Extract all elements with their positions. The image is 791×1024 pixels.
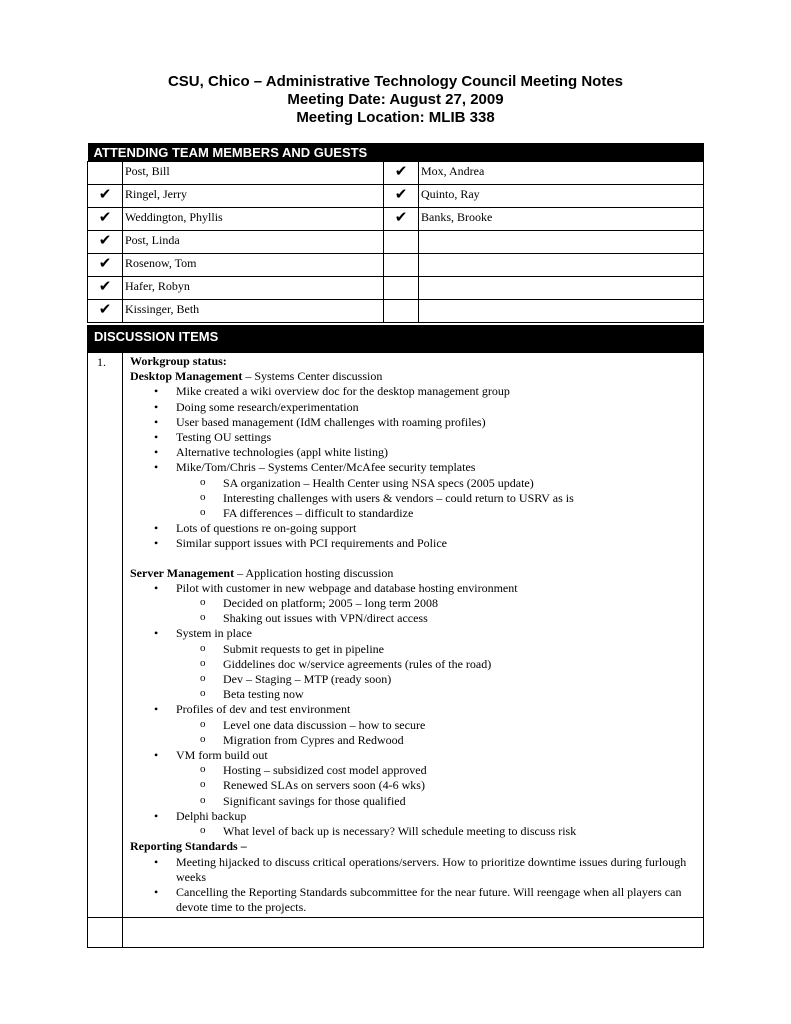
discussion-table [87,325,704,948]
attendee-name: Post, Linda [123,231,384,254]
server-list [130,581,700,839]
check-icon: ✔ [88,208,123,231]
list-item [130,748,700,809]
sub-list-item: o Beta testing now [176,687,700,702]
check-icon: ✔ [384,208,419,231]
table-row [88,208,704,231]
attendee-name: Kissinger, Beth [123,300,384,323]
attendee-name: Post, Bill [123,162,384,185]
document-title [0,73,791,127]
list-item: • Similar support issues with PCI requirements and Police [130,536,700,551]
check-icon [384,254,419,277]
table-row [88,300,704,323]
check-icon [384,300,419,323]
attendee-name: Hafer, Robyn [123,277,384,300]
attendee-name: Weddington, Phyllis [123,208,384,231]
list-item-text: System in place [176,626,252,641]
table-row [88,185,704,208]
check-icon [384,277,419,300]
table-row [88,277,704,300]
sub-list-item: o Hosting – subsidized cost model approved [176,763,700,778]
list-item [130,581,700,627]
sub-list [176,476,700,522]
check-icon: ✔ [88,300,123,323]
check-icon: ✔ [88,254,123,277]
sub-list-item: o Level one data discussion – how to secure [176,718,700,733]
sub-list [176,763,700,809]
sub-list-item: o Shaking out issues with VPN/direct access [176,611,700,626]
check-icon: ✔ [88,185,123,208]
attending-table [87,143,704,323]
server-suffix: – Application hosting discussion [234,565,394,580]
reporting-heading [130,839,700,854]
sub-list-item: o FA differences – difficult to standardize [176,506,700,521]
list-item: • Lots of questions re on-going support [130,521,700,536]
reporting-list [130,855,700,916]
column-divider [122,353,123,948]
sub-list-item: o Migration from Cypres and Redwood [176,733,700,748]
title-line: CSU, Chico – Administrative Technology Council Meeting Notes [167,73,624,90]
sub-list-item: o What level of back up is necessary? Will schedule meeting to discuss risk [176,824,700,839]
list-item [130,702,700,748]
check-icon [384,231,419,254]
list-item: • User based management (IdM challenges with roaming profiles) [130,415,700,430]
sub-list-item: o Interesting challenges with users & vendors – could return to USRV as is [176,491,700,506]
sub-list-item: o Dev – Staging – MTP (ready soon) [176,672,700,687]
discussion-heading: DISCUSSION ITEMS [88,326,703,353]
desktop-label: Desktop Management [130,369,243,384]
check-icon: ✔ [88,277,123,300]
table-row [88,254,704,277]
sub-list-item: o Giddelines doc w/service agreements (rules of the road) [176,657,700,672]
attending-heading: ATTENDING TEAM MEMBERS AND GUESTS [88,143,704,162]
attendee-name: Banks, Brooke [419,208,704,231]
reporting-label: Reporting Standards [130,839,238,854]
desktop-list [130,384,700,551]
check-icon: ✔ [88,231,123,254]
list-item-text: Pilot with customer in new webpage and database hosting environment [176,580,518,595]
check-icon: ✔ [384,185,419,208]
meeting-date: Meeting Date: August 27, 2009 [287,91,504,108]
attendee-name: Ringel, Jerry [123,185,384,208]
item-number: 1. [97,355,106,369]
list-item: • Cancelling the Reporting Standards subcommittee for the near future. Will reengage when all players can devote time to the projects. [130,885,700,915]
sub-list [176,824,700,839]
attendee-name: Quinto, Ray [419,185,704,208]
sub-list-item: o Submit requests to get in pipeline [176,642,700,657]
check-icon [88,162,123,185]
attendee-name [419,254,704,277]
check-icon: ✔ [384,162,419,185]
attendee-name [419,231,704,254]
sub-list-item: o Renewed SLAs on servers soon (4-6 wks) [176,778,700,793]
list-item: • Testing OU settings [130,430,700,445]
list-item: • Alternative technologies (appl white listing) [130,445,700,460]
list-item-text: Delphi backup [176,808,247,823]
server-label: Server Management [130,565,235,580]
list-item [130,460,700,521]
list-item-text: Mike/Tom/Chris – Systems Center/McAfee security templates [176,460,476,475]
list-item-text: VM form build out [176,748,268,763]
list-item [130,626,700,702]
sub-list-item: o SA organization – Health Center using NSA specs (2005 update) [176,476,700,491]
attendee-name [419,300,704,323]
attendee-name [419,277,704,300]
workgroup-label: Workgroup status: [130,354,227,368]
table-row [88,231,704,254]
attendee-name: Rosenow, Tom [123,254,384,277]
row-divider [88,917,703,918]
table-row [88,162,704,185]
attendee-name: Mox, Andrea [419,162,704,185]
sub-list-item: o Significant savings for those qualified [176,794,700,809]
list-item: • Mike created a wiki overview doc for the desktop management group [130,384,700,399]
desktop-heading [130,369,700,384]
sub-list [176,596,700,626]
server-heading [130,566,700,581]
desktop-suffix: – Systems Center discussion [242,369,383,384]
meeting-location: Meeting Location: MLIB 338 [296,109,495,126]
list-item-text: Profiles of dev and test environment [176,702,351,717]
list-item: • Meeting hijacked to discuss critical operations/servers. How to prioritize downtime issues during furlough weeks [130,855,700,885]
list-item [130,809,700,839]
discussion-content [130,354,700,915]
list-item: • Doing some research/experimentation [130,400,700,415]
reporting-suffix: – [237,839,247,854]
sub-list [176,718,700,748]
sub-list [176,642,700,703]
sub-list-item: o Decided on platform; 2005 – long term 2008 [176,596,700,611]
